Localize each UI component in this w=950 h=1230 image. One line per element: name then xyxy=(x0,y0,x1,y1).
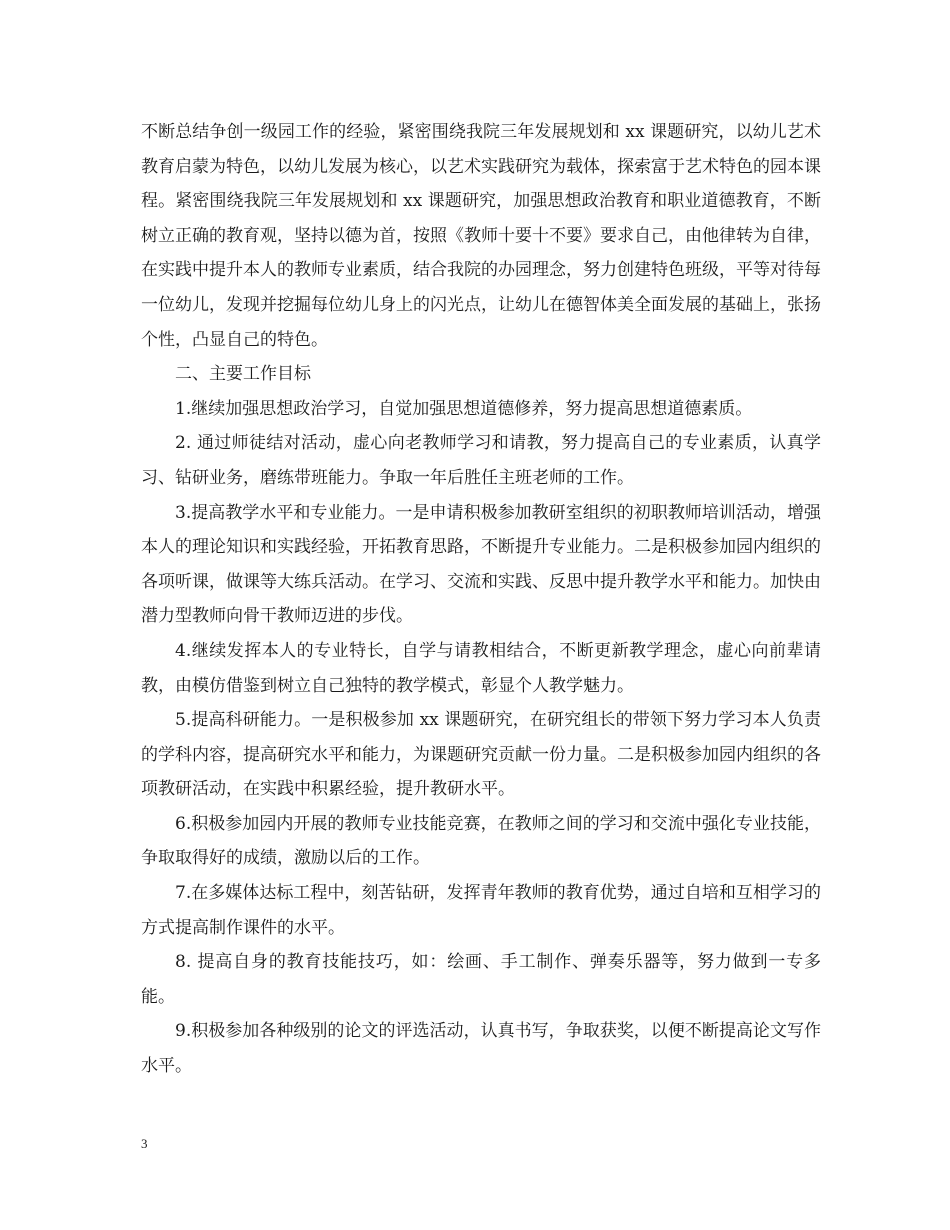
goal-item-7: 7.在多媒体达标工程中，刻苦钻研，发挥青年教师的教育优势，通过自培和互相学习的方式提高制作课件的水平。 xyxy=(141,883,821,938)
page-number: 3 xyxy=(141,1136,148,1151)
goal-item-4: 4.继续发挥本人的专业特长，自学与请教相结合，不断更新教学理念，虚心向前辈请教，由模仿借鉴到树立自己独特的教学模式，彰显个人教学魅力。 xyxy=(141,640,821,696)
goal-item-2: 2. 通过师徒结对活动，虚心向老教师学习和请教，努力提高自己的专业素质，认真学习、钻研业务，磨练带班能力。争取一年后胜任主班老师的工作。 xyxy=(141,433,821,488)
paragraph-intro: 不断总结争创一级园工作的经验，紧密围绕我院三年发展规划和 xx 课题研究，以幼儿艺术教育启蒙为特色，以幼儿发展为核心，以艺术实践研究为载体，探索富于艺术特色的园本课程。紧密围绕我院三年发展规划和 xx 课题研究，加强思想政治教育和职业道德教育，不断树立正确的教育观，坚持以德为首，按照《教师十要十不要》要求自己，由他律转为自律，在实践中提升本人的教师专业素质，结合我院的办园理念，努力创建特色班级，平等对待每一位幼儿，发现并挖掘每位幼儿身上的闪光点，让幼儿在德智体美全面发展的基础上，张扬个性，凸显自己的特色。 xyxy=(141,122,821,350)
goal-item-6: 6.积极参加园内开展的教师专业技能竞赛，在教师之间的学习和交流中强化专业技能，争取取得好的成绩，激励以后的工作。 xyxy=(141,813,821,869)
section-heading-main-goals: 二、主要工作目标 xyxy=(175,364,311,385)
goal-item-3: 3.提高教学水平和专业能力。一是申请积极参加教研室组织的初职教师培训活动，增强本人的理论知识和实践经验，开拓教育思路，不断提升专业能力。二是积极参加园内组织的各项听课，做课等大练兵活动。在学习、交流和实践、反思中提升教学水平和能力。加快由潜力型教师向骨干教师迈进的步伐。 xyxy=(141,502,821,627)
document-body xyxy=(141,115,821,1084)
goal-item-9: 9.积极参加各种级别的论文的评选活动，认真书写，争取获奖，以便不断提高论文写作水平。 xyxy=(141,1021,821,1077)
goal-item-1: 1.继续加强思想政治学习，自觉加强思想道德修养，努力提高思想道德素质。 xyxy=(175,398,753,419)
goal-item-5: 5.提高科研能力。一是积极参加 xx 课题研究，在研究组长的带领下努力学习本人负责的学科内容，提高研究水平和能力，为课题研究贡献一份力量。二是积极参加园内组织的各项教研活动，在实践中积累经验，提升教研水平。 xyxy=(141,710,821,800)
goal-item-8: 8. 提高自身的教育技能技巧，如：绘画、手工制作、弹奏乐器等，努力做到一专多能。 xyxy=(141,952,821,1007)
